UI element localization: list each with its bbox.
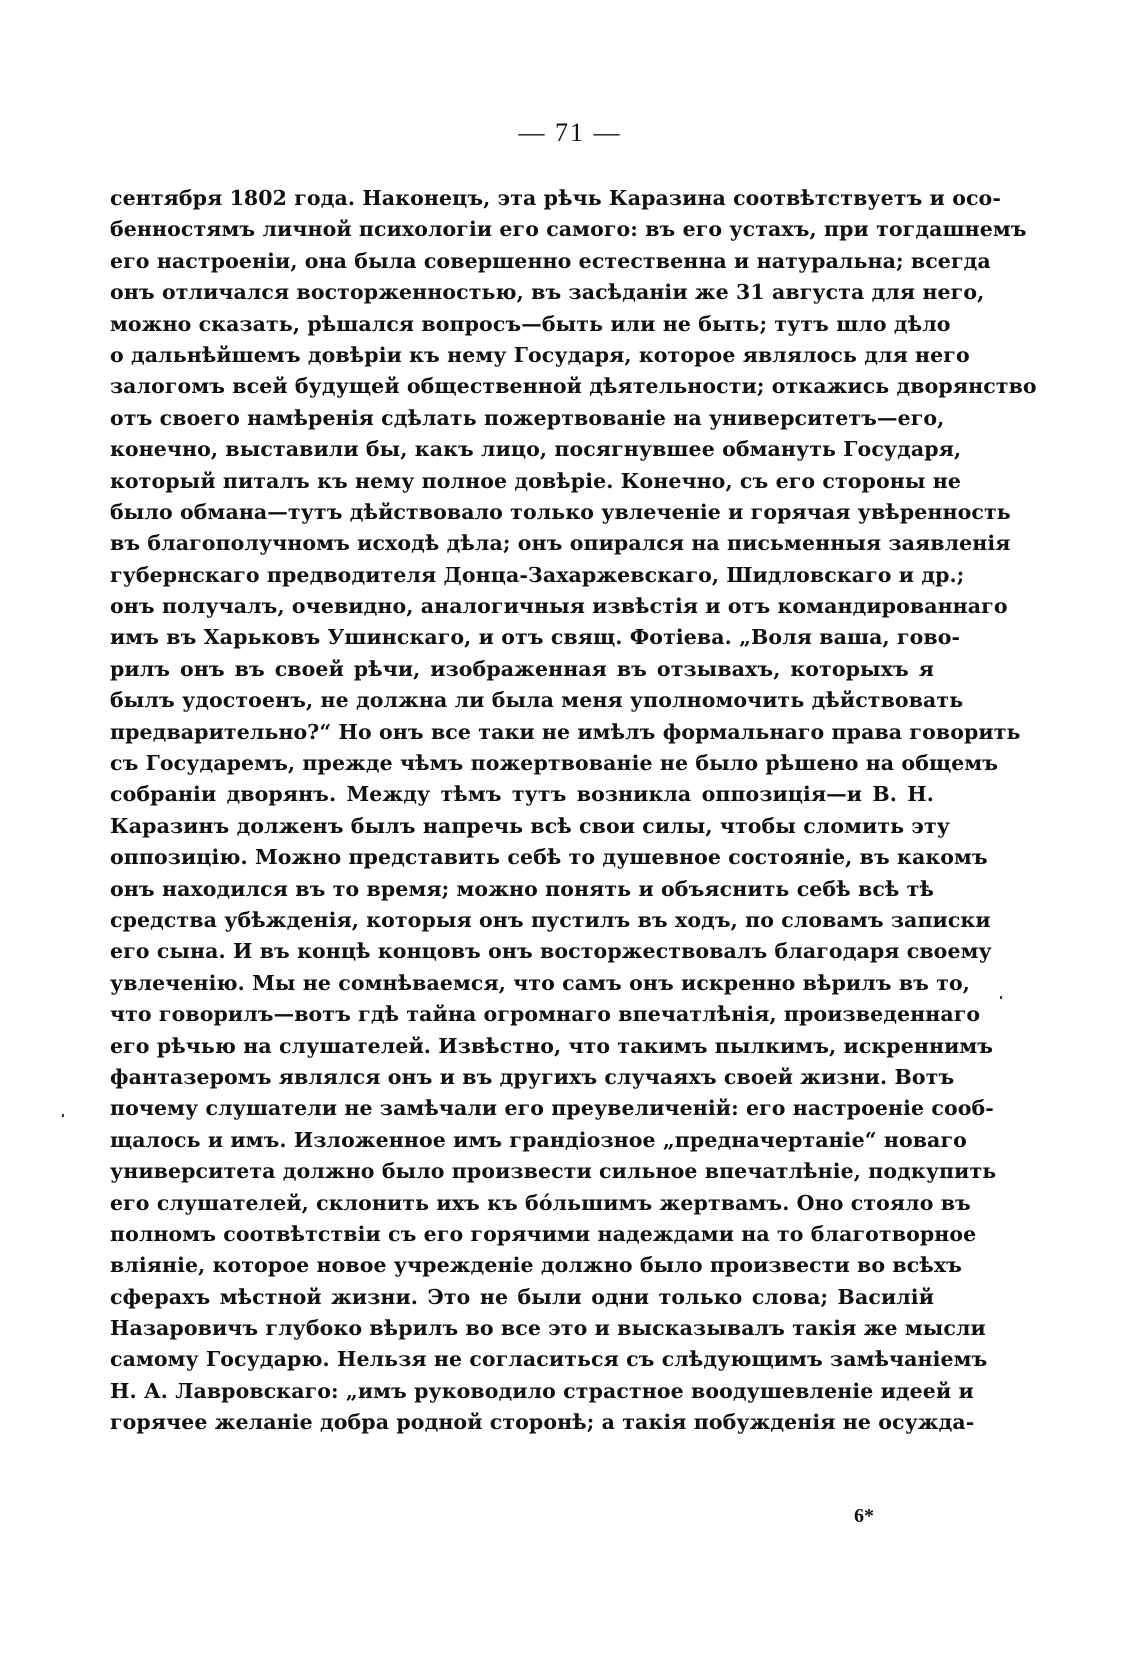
text-line: рилъ онъ въ своей рѣчи, изображенная въ отзывахъ, которыхъ я: [110, 656, 934, 681]
text-line: о дальнѣйшемъ довѣріи къ нему Государя, которое являлось для него: [110, 342, 970, 367]
text-line: самому Государю. Нельзя не согласиться съ слѣдующимъ замѣчаніемъ: [110, 1347, 988, 1372]
text-line: съ Государемъ, прежде чѣмъ пожертвованіе не было рѣшено на общемъ: [110, 751, 999, 776]
text-line: Каразинъ долженъ былъ напречь всѣ свои силы, чтобы сломить эту: [110, 813, 950, 838]
text-line: сферахъ мѣстной жизни. Это не были одни только слова; Василій: [110, 1284, 934, 1309]
text-line: вліяніе, которое новое учрежденіе должно было произвести во всѣхъ: [110, 1253, 962, 1278]
text-line: его рѣчью на слушателей. Извѣстно, что такимъ пылкимъ, искреннимъ: [110, 1033, 994, 1058]
text-line: средства убѣжденія, которыя онъ пустилъ въ ходъ, по словамъ записки: [110, 907, 991, 932]
body-text: [110, 183, 1037, 1439]
text-line: онъ получалъ, очевидно, аналогичныя извѣстія и отъ командированнаго: [110, 594, 1008, 619]
page-number-header: — 71 —: [518, 118, 622, 147]
text-line: имъ въ Харьковъ Ушинскаго, и отъ свящ. Фотіева. „Воля ваша, гово-: [110, 625, 961, 650]
text-line: который питалъ къ нему полное довѣріе. Конечно, съ его стороны не: [110, 468, 961, 493]
text-line: конечно, выставили бы, какъ лицо, посягнувшее обмануть Государя,: [110, 437, 962, 462]
text-line: отъ своего намѣренія сдѣлать пожертвованіе на университетъ—его,: [110, 405, 945, 430]
text-line: можно сказать, рѣшался вопросъ—быть или не быть; тутъ шло дѣло: [110, 311, 951, 336]
text-line: предварительно?“ Но онъ все таки не имѣлъ формальнаго права говорить: [110, 719, 1021, 744]
text-line: Н. А. Лавровскаго: „имъ руководило страстное воодушевленіе идеей и: [110, 1378, 974, 1403]
text-line: его сына. И въ концѣ концовъ онъ восторжествовалъ благодаря своему: [110, 939, 992, 964]
text-line: сентября 1802 года. Наконецъ, эта рѣчь Каразина соотвѣтствуетъ и осо-: [110, 186, 1001, 210]
text-line: фантазеромъ являлся онъ и въ другихъ случаяхъ своей жизни. Вотъ: [110, 1064, 955, 1089]
text-line: онъ находился въ то время; можно понять и объяснить себѣ всѣ тѣ: [110, 876, 934, 901]
text-line: собраніи дворянъ. Между тѣмъ тутъ возникла оппозиція—и В. Н.: [110, 782, 934, 807]
text-line: губернскаго предводителя Донца-Захаржевскаго, Шидловскаго и др.;: [110, 562, 965, 587]
text-line: онъ отличался восторженностью, въ засѣданіи же 31 августа для него,: [110, 280, 985, 305]
signature-mark: 6*: [854, 1505, 874, 1527]
text-line: залогомъ всей будущей общественной дѣятельности; откажись дворянство: [110, 374, 1037, 399]
text-line: почему слушатели не замѣчали его преувеличеній: его настроеніе сооб-: [110, 1096, 994, 1121]
text-line: что говорилъ—вотъ гдѣ тайна огромнаго впечатлѣнія, произведеннаго: [110, 1002, 981, 1027]
text-line: было обмана—тутъ дѣйствовало только увлеченіе и горячая увѣренность: [110, 499, 1011, 524]
text-line: Назаровичъ глубоко вѣрилъ во все это и высказывалъ такія же мысли: [110, 1316, 986, 1341]
text-line: университета должно было произвести сильное впечатлѣніе, подкупить: [110, 1159, 997, 1184]
scan-speck: [1000, 996, 1002, 999]
text-line: оппозицію. Можно представить себѣ то душевное состояніе, въ какомъ: [110, 845, 988, 870]
text-line: увлеченію. Мы не сомнѣваемся, что самъ онъ искренно вѣрилъ въ то,: [110, 970, 971, 995]
text-line: его слушателей, склонить ихъ къ бóльшимъ жертвамъ. Оно стояло въ: [110, 1190, 971, 1215]
text-line: полномъ соотвѣтствіи съ его горячими надеждами на то благотворное: [110, 1221, 977, 1246]
text-line: горячее желаніе добра родной сторонѣ; а такія побужденія не осужда-: [110, 1410, 975, 1435]
text-line: въ благополучномъ исходѣ дѣла; онъ опирался на письменныя заявленія: [110, 531, 1011, 556]
text-line: былъ удостоенъ, не должна ли была меня уполномочить дѣйствовать: [110, 688, 964, 713]
text-line: щалось и имъ. Изложенное имъ грандіозное „предначертаніе“ новаго: [110, 1127, 967, 1152]
scan-speck: [62, 1114, 64, 1117]
text-line: его настроеніи, она была совершенно естественна и натуральна; всегда: [110, 248, 991, 273]
text-line: бенностямъ личной психологіи его самого: въ его устахъ, при тогдашнемъ: [110, 217, 1027, 242]
